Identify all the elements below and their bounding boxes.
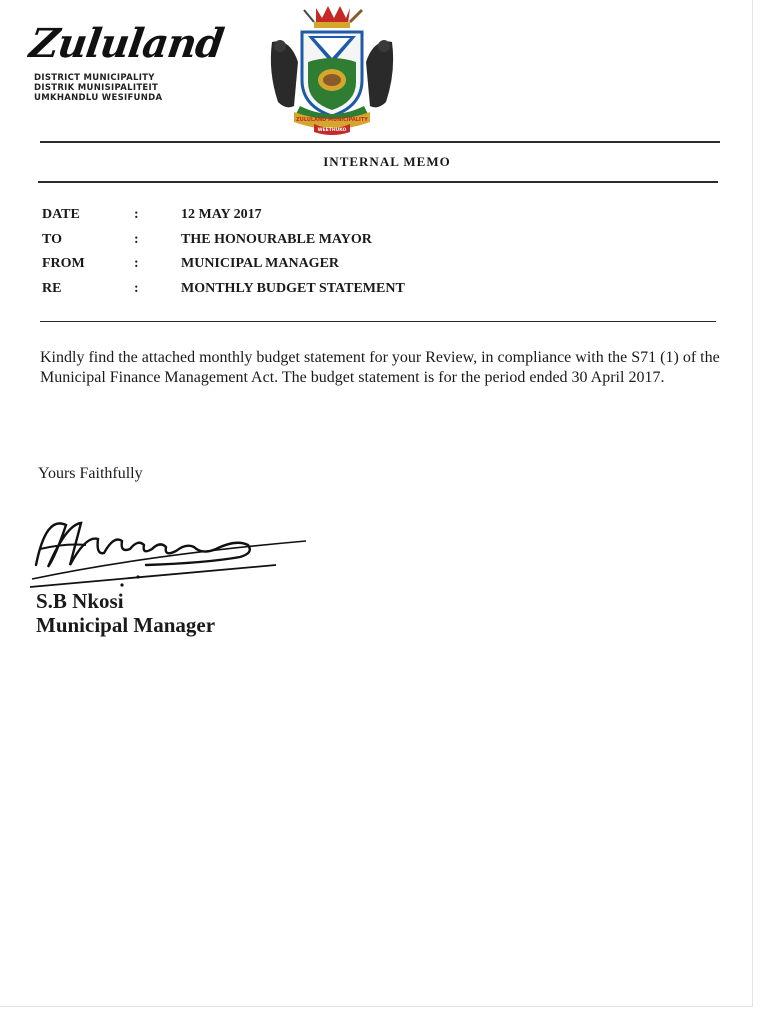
fields-rule [40, 321, 716, 322]
top-rule [40, 141, 720, 143]
memo-body: Kindly find the attached monthly budget statement for your Review, in compliance with the S71 (1) of the Municipal Finance Management Act. The budget statement is for the period ended 30 April 2017. [40, 349, 720, 386]
memo-title: INTERNAL MEMO [323, 154, 451, 169]
letterhead-line-1: DISTRICT MUNICIPALITY [34, 73, 155, 83]
memo-fields [42, 207, 722, 305]
coat-of-arms-icon [264, 2, 400, 138]
field-label: TO [42, 231, 62, 247]
title-rule [38, 181, 718, 183]
crest-banner-lower: WEETHUKO [317, 128, 347, 133]
field-colon: : [134, 256, 139, 271]
field-value-date: 12 MAY 2017 [181, 207, 262, 222]
letterhead-lines [34, 73, 162, 103]
field-row-re [42, 281, 722, 306]
closing-line: Yours Faithfully [38, 465, 143, 482]
field-label: RE [42, 280, 62, 296]
field-colon: : [134, 280, 139, 296]
letterhead-line-3: UMKHANDLU WESIFUNDA [34, 93, 163, 103]
field-label: FROM [42, 256, 85, 271]
field-value-re: MONTHLY BUDGET STATEMENT [181, 280, 405, 296]
field-colon: : [134, 207, 139, 222]
field-colon: : [134, 231, 139, 247]
field-row-date [42, 207, 722, 232]
zululand-logo-script: Zululand [26, 20, 227, 67]
handwritten-signature-icon [26, 505, 316, 595]
field-label: DATE [42, 207, 80, 222]
letterhead-line-2: DISTRIK MUNISIPALITEIT [34, 83, 159, 93]
field-row-from [42, 256, 722, 281]
field-value-to: THE HONOURABLE MAYOR [181, 231, 372, 247]
field-value-from: MUNICIPAL MANAGER [181, 256, 340, 271]
crest-banner-upper: ZULULAND MUNICIPALITY [296, 117, 368, 123]
field-row-to [42, 232, 722, 257]
signer-title: Municipal Manager [36, 613, 216, 637]
signer-name: S.B Nkosi [36, 589, 124, 613]
